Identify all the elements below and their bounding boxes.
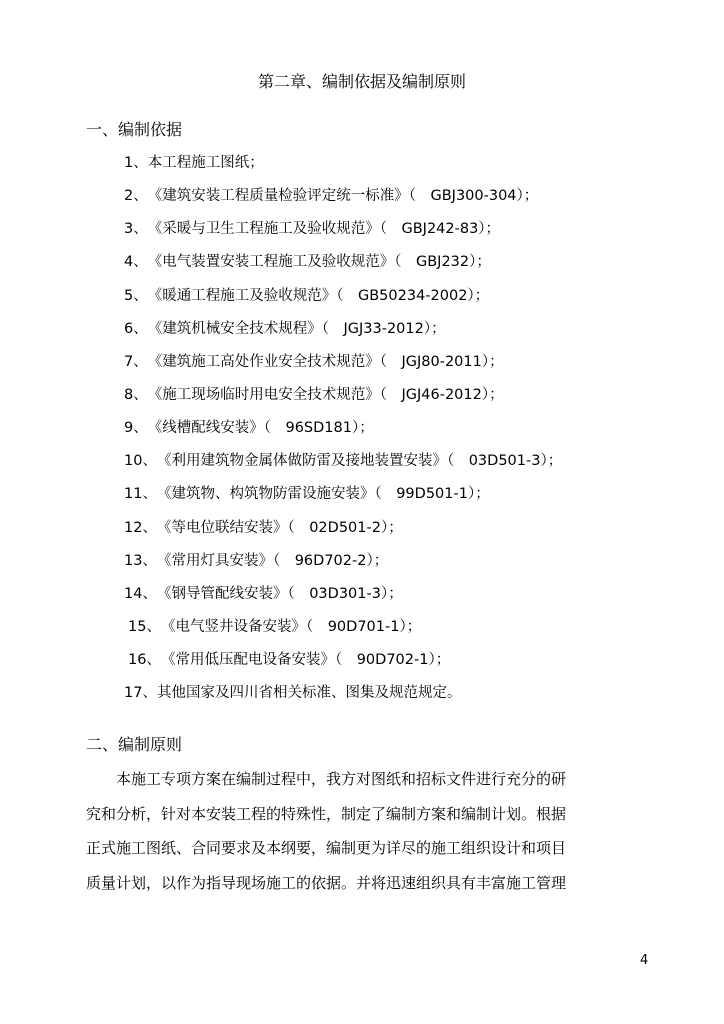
list-item-text: 《常用灯具安装》（ 96D702-2）； (156, 552, 389, 569)
list-item-text: 其他国家及四川省相关标准、图集及规范规定。 (156, 685, 462, 702)
paragraph-line: 正式施工图纸、合同要求及本纲要，编制更为详尽的施工组织设计和项目 (86, 839, 567, 857)
basis-list (0, 151, 724, 714)
list-item (0, 416, 724, 449)
list-item-number: 1、 (124, 155, 148, 171)
list-item-text: 《建筑物、构筑物防雷设施安装》（ 99D501-1）； (156, 486, 490, 503)
list-item-number: 5、 (124, 287, 148, 304)
list-item-number: 6、 (124, 320, 148, 337)
list-item (0, 151, 724, 184)
list-item-number: 4、 (124, 254, 148, 271)
list-item (0, 350, 724, 383)
list-item (0, 549, 724, 582)
list-item-number: 3、 (124, 221, 148, 238)
list-item-number: 16、 (128, 652, 161, 669)
list-item-number: 2、 (124, 188, 148, 205)
list-item-text: 《建筑安装工程质量检验评定统一标准》（ GBJ300-304）； (147, 188, 539, 205)
list-item-text: 《暖通工程施工及验收规范》（ GB50234-2002）； (147, 287, 490, 304)
list-item-number: 14、 (124, 585, 157, 602)
section-heading-basis: 一、编制依据 (86, 120, 183, 139)
list-item (0, 184, 724, 217)
list-item (0, 681, 724, 714)
list-item (0, 250, 724, 283)
list-item-text: 《电气竖井设备安装》（ 90D701-1）； (160, 618, 422, 635)
list-item-text: 《电气装置安装工程施工及验收规范》（ GBJ232）； (147, 254, 491, 271)
paragraph-line: 质量计划，以作为指导现场施工的依据。并将迅速组织具有丰富施工管理 (86, 873, 567, 892)
list-item (0, 284, 724, 317)
list-item (0, 582, 724, 615)
page-number: 4 (640, 953, 649, 968)
list-item-number: 10、 (124, 453, 157, 470)
list-item (0, 217, 724, 250)
list-item-text: 《利用建筑物金属体做防雷及接地装置安装》（ 03D501-3）； (156, 453, 563, 470)
paragraph-line: 究和分析，针对本安装工程的特殊性，制定了编制方案和编制计划。根据 (86, 804, 567, 823)
list-item (0, 317, 724, 350)
list-item (0, 449, 724, 482)
list-item-text: 《采暖与卫生工程施工及验收规范》（ GBJ242-83）； (147, 221, 501, 238)
list-item-number: 15、 (128, 618, 161, 635)
list-item (0, 482, 724, 515)
list-item-text: 《钢导管配线安装》（ 03D301-3）； (156, 585, 403, 602)
list-item-text: 《常用低压配电设备安装》（ 90D702-1）； (160, 652, 451, 669)
list-item-text: 本工程施工图纸； (147, 155, 264, 171)
list-item-number: 12、 (124, 519, 157, 536)
list-item-text: 《等电位联结安装》（ 02D501-2）； (156, 519, 403, 536)
list-item-text: 《建筑施工高处作业安全技术规范》（ JGJ80-2011）； (147, 353, 504, 370)
list-item-number: 17、 (124, 685, 157, 702)
list-item (0, 648, 724, 681)
list-item-number: 7、 (124, 353, 148, 370)
list-item-text: 《线槽配线安装》（ 96SD181）； (147, 420, 374, 437)
list-item-text: 《施工现场临时用电安全技术规范》（ JGJ46-2012）； (147, 386, 504, 403)
paragraph-line: 本施工专项方案在编制过程中，我方对图纸和招标文件进行充分的研 (86, 770, 567, 788)
list-item-number: 13、 (124, 552, 157, 569)
principles-paragraph (86, 767, 606, 905)
list-item-number: 8、 (124, 386, 148, 403)
section-heading-principles: 二、编制原则 (86, 735, 183, 754)
chapter-title: 第二章、编制依据及编制原则 (257, 72, 466, 91)
list-item (0, 516, 724, 549)
list-item (0, 383, 724, 416)
list-item (0, 615, 724, 648)
list-item-number: 11、 (124, 486, 157, 503)
list-item-number: 9、 (124, 420, 148, 437)
list-item-text: 《建筑机械安全技术规程》（ JGJ33-2012）； (147, 320, 446, 337)
